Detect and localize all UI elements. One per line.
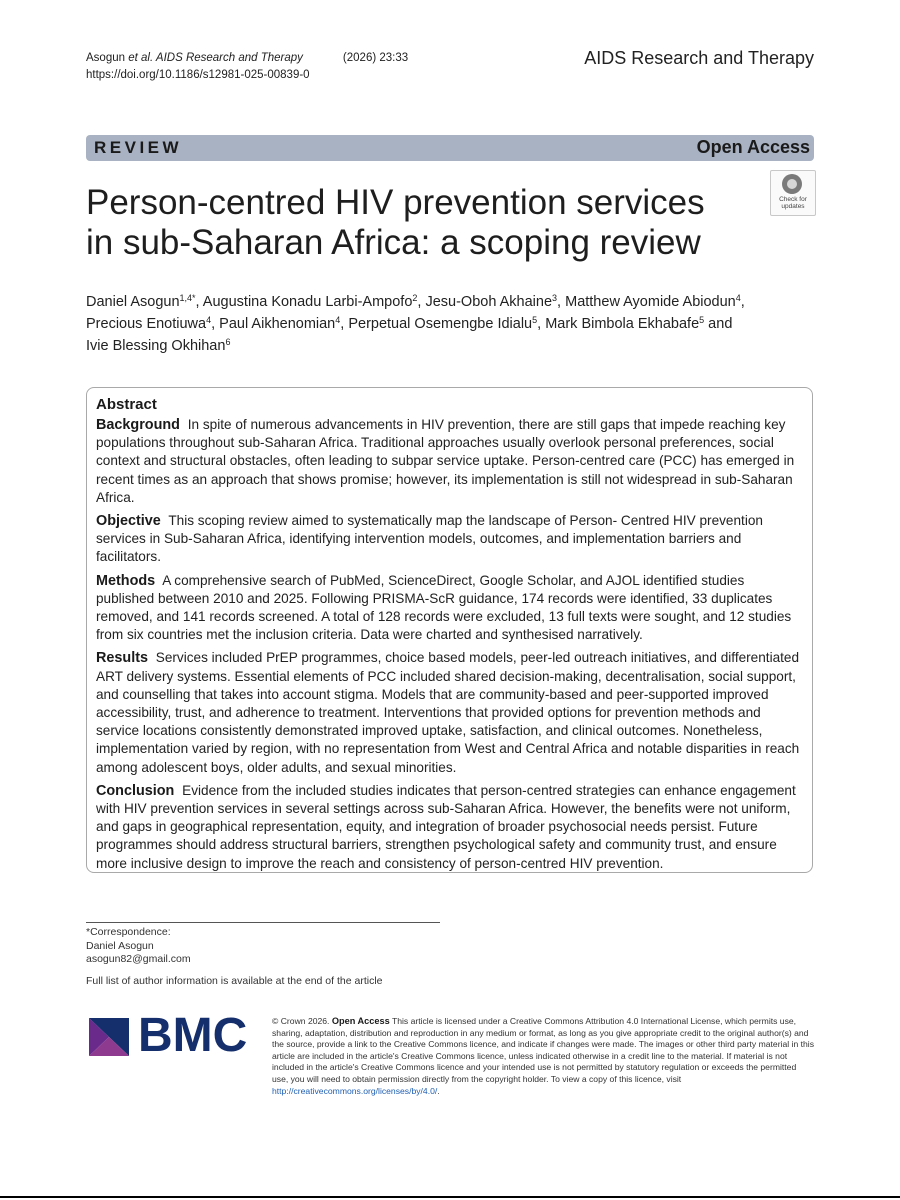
citation-header bbox=[86, 50, 408, 84]
abstract-heading: Abstract bbox=[96, 396, 157, 413]
bmc-logo-mark-icon bbox=[89, 1018, 129, 1056]
author-name[interactable]: Daniel Asogun bbox=[86, 294, 180, 310]
footnote-divider bbox=[86, 922, 440, 923]
abstract-objective bbox=[96, 512, 802, 567]
author-affiliation: 4 bbox=[335, 315, 341, 326]
results-text: Services included PrEP programmes, choice based models, peer-led outreach initiatives, and differentiated ART delivery systems. Essential elements of PCC included shared decision-making, decentralisation, social support, and counselling that takes into account stigma. Models that are community-based and peer-supported improved accessibility, trust, and adherence to treatment. Interventions that provided options for prevention methods and service locations consistently demonstrated improved uptake, satisfaction, and clinical outcomes. Nonetheless, implementation varied by region, with no representation from West and Central Africa and notable disparities in reach among adolescent boys, older adults, and sexual minorities. bbox=[96, 650, 800, 775]
abstract-background bbox=[96, 416, 802, 507]
conclusion-text: Evidence from the included studies indicates that person-centred strategies can enhance engagement with HIV prevention services in several settings across sub-Saharan Africa. However, the benefits were not uniform, and gaps in geographical representation, equity, and integration of broader psychosocial needs persist. Future programmes should address structural barriers, strengthen psychological safety and community trust, and ensure more inclusive design to improve the reach and consistency of person-centred HIV prevention. bbox=[96, 782, 796, 871]
author-name[interactable]: Matthew Ayomide Abiodun bbox=[565, 294, 736, 310]
title-line-1: Person-centred HIV prevention services bbox=[86, 183, 705, 222]
author-info-note: Full list of author information is available at the end of the article bbox=[86, 975, 383, 987]
author-entry bbox=[86, 294, 203, 310]
page-bottom-rule bbox=[0, 1196, 900, 1198]
article-type-label: REVIEW bbox=[94, 138, 183, 157]
background-text: In spite of numerous advancements in HIV prevention, there are still gaps that impede reaching key populations throughout sub-Saharan Africa. Traditional approaches usually overlook personal preferences, social context and structural obstacles, often leading to subpar service uptake. Person-centred care (PCC) has emerged in recent times as an approach that shows promise; however, its implementation is still not widespread in sub-Saharan Africa. bbox=[96, 417, 795, 505]
correspondence-label: *Correspondence: bbox=[86, 926, 171, 938]
author-affiliation: 2 bbox=[412, 293, 418, 304]
author-list bbox=[86, 291, 786, 357]
author-separator: , bbox=[211, 316, 220, 332]
author-name[interactable]: Paul Aikhenomian bbox=[219, 316, 336, 332]
author-name[interactable]: Precious Enotiuwa bbox=[86, 316, 207, 332]
license-open-access: Open Access bbox=[331, 1016, 390, 1026]
check-updates-line2: updates bbox=[781, 203, 805, 210]
author-separator: , bbox=[195, 294, 203, 310]
correspondence bbox=[86, 926, 191, 967]
author-separator: , bbox=[537, 316, 546, 332]
author-name[interactable]: Perpetual Osemengbe Idialu bbox=[348, 316, 533, 332]
citation-journal: et al. AIDS Research and Therapy bbox=[128, 52, 303, 64]
methods-text: A comprehensive search of PubMed, ScienceDirect, Google Scholar, and AJOL identified studies published between 2010 and 2025. Following PRISMA-ScR guidance, 174 records were identified, 33 duplicates removed, and 141 records screened. A total of 128 records were excluded, 13 full texts were sought, and 12 studies from six countries met the inclusion criteria. Data were charted and synthesised narratively. bbox=[96, 572, 792, 643]
author-separator: , bbox=[740, 294, 745, 310]
abstract-methods bbox=[96, 572, 802, 645]
author-affiliation: 5 bbox=[532, 315, 538, 326]
correspondence-email[interactable]: asogun82@gmail.com bbox=[86, 953, 191, 965]
author-entry bbox=[86, 338, 230, 354]
author-entry bbox=[565, 294, 745, 310]
results-label: Results bbox=[96, 650, 148, 667]
author-separator: , bbox=[417, 294, 426, 310]
conclusion-label: Conclusion bbox=[96, 782, 175, 799]
license-statement bbox=[272, 1016, 814, 1097]
author-name[interactable]: Augustina Konadu Larbi-Ampofo bbox=[202, 294, 413, 310]
author-separator: , bbox=[557, 294, 566, 310]
article-title bbox=[86, 183, 726, 263]
check-updates-line1: Check for bbox=[779, 196, 807, 203]
abstract-conclusion bbox=[96, 782, 802, 873]
journal-name: AIDS Research and Therapy bbox=[584, 48, 814, 68]
correspondence-name: Daniel Asogun bbox=[86, 939, 154, 952]
author-affiliation: 4 bbox=[735, 293, 741, 304]
check-updates-icon bbox=[782, 174, 802, 194]
author-affiliation: 1,4* bbox=[179, 293, 196, 304]
author-separator: and bbox=[704, 316, 733, 332]
open-access-label: Open Access bbox=[696, 137, 810, 157]
author-affiliation: 5 bbox=[699, 315, 705, 326]
author-entry bbox=[203, 294, 426, 310]
author-entry bbox=[86, 316, 219, 332]
license-prefix: © Crown 2026. bbox=[272, 1016, 330, 1026]
bmc-logo-text: BMC bbox=[138, 1009, 248, 1062]
author-affiliation: 4 bbox=[206, 315, 212, 326]
author-name[interactable]: Jesu-Oboh Akhaine bbox=[425, 294, 553, 310]
abstract-results bbox=[96, 649, 802, 776]
objective-label: Objective bbox=[96, 513, 161, 530]
author-entry bbox=[545, 316, 732, 332]
author-affiliation: 3 bbox=[552, 293, 558, 304]
author-entry bbox=[219, 316, 348, 332]
objective-text: This scoping review aimed to systematically map the landscape of Person- Centred HIV prevention services in Sub-Saharan Africa, identifying intervention models, outcomes, and implementation barriers and facilitators. bbox=[96, 513, 763, 565]
author-name[interactable]: Ivie Blessing Okhihan bbox=[86, 338, 226, 354]
license-url-link[interactable]: http://creativecommons.org/licenses/by/4.0/ bbox=[272, 1085, 438, 1096]
author-name[interactable]: Mark Bimbola Ekhabafe bbox=[545, 316, 700, 332]
title-line-2: in sub-Saharan Africa: a scoping review bbox=[86, 223, 701, 262]
background-label: Background bbox=[96, 417, 180, 433]
license-text: This article is licensed under a Creative Commons Attribution 4.0 International License, which permits use, sharing, adaptation, distribution and reproduction in any medium or format, as long as you give appropriate credit to the original author(s) and the source, provide a link to the Creative Commons licence, and indicate if changes were made. The images or other third party material in this article are included in the article's Creative Commons licence, unless indicated otherwise in a credit line to the material. If material is not included in the article's Creative Commons licence and your intended use is not permitted by statutory regulation or exceeds the permitted use, you will need to obtain permission directly from the copyright holder. To view a copy of this licence, visit bbox=[272, 1016, 814, 1084]
abstract-box bbox=[86, 387, 813, 873]
article-type-banner bbox=[86, 135, 814, 161]
author-separator: , bbox=[340, 316, 349, 332]
methods-label: Methods bbox=[96, 572, 156, 589]
author-entry bbox=[348, 316, 545, 332]
citation-year-pages: (2026) 23:33 bbox=[342, 52, 409, 64]
citation-author: Asogun bbox=[86, 52, 129, 64]
doi-link[interactable]: https://doi.org/10.1186/s12981-025-00839-0 bbox=[86, 69, 310, 81]
check-for-updates-badge[interactable] bbox=[770, 170, 816, 216]
author-affiliation: 6 bbox=[225, 337, 231, 348]
author-entry bbox=[425, 294, 565, 310]
license-suffix: . bbox=[437, 1085, 440, 1096]
